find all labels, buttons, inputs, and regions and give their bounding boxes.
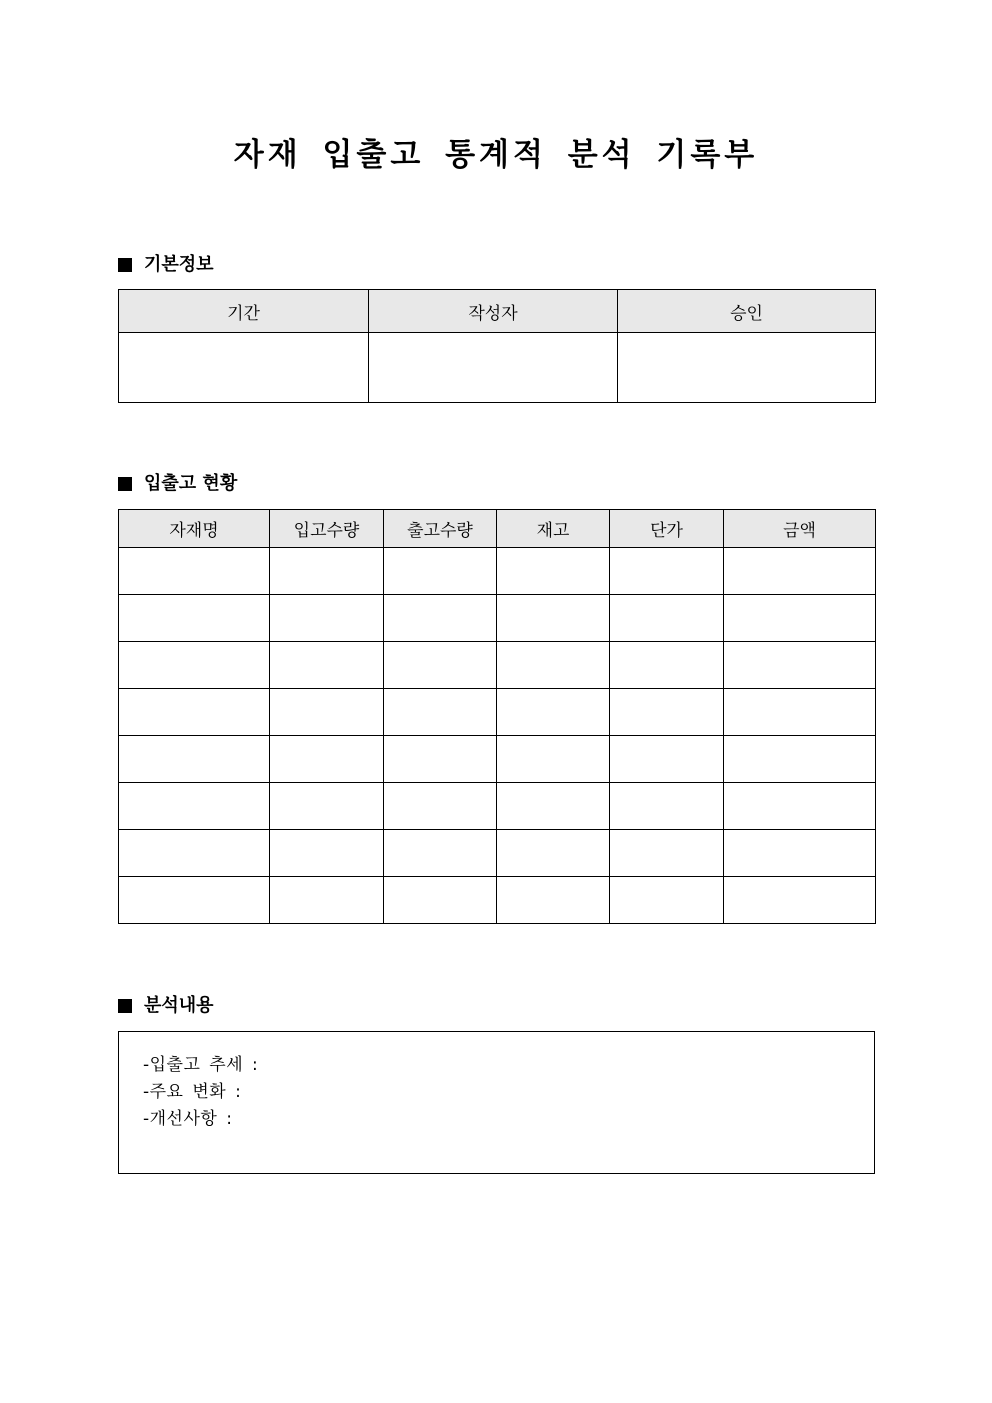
table-cell[interactable]	[724, 689, 876, 736]
io-status-table	[118, 509, 876, 924]
table-cell[interactable]	[270, 548, 384, 595]
table-cell[interactable]	[384, 548, 497, 595]
table-cell[interactable]	[119, 783, 270, 830]
table-cell[interactable]	[610, 830, 724, 877]
table-cell[interactable]	[384, 783, 497, 830]
table-cell[interactable]	[270, 642, 384, 689]
analysis-lines	[143, 1052, 258, 1133]
header-cell-author: 작성자	[369, 290, 618, 333]
table-header-row	[119, 510, 876, 548]
analysis-line-improvements: -개선사항 :	[143, 1109, 233, 1129]
table-header-row	[119, 290, 876, 333]
table-cell[interactable]	[384, 595, 497, 642]
table-cell[interactable]	[270, 877, 384, 924]
table-cell[interactable]	[119, 830, 270, 877]
table-cell[interactable]	[119, 877, 270, 924]
table-cell[interactable]	[497, 783, 610, 830]
table-row	[119, 689, 876, 736]
section-heading-basic-info	[118, 253, 214, 277]
table-cell[interactable]	[384, 736, 497, 783]
table-cell[interactable]	[119, 642, 270, 689]
table-cell[interactable]	[119, 548, 270, 595]
header-cell-outbound-qty: 출고수량	[384, 510, 497, 548]
table-cell[interactable]	[497, 689, 610, 736]
table-cell[interactable]	[724, 783, 876, 830]
table-cell[interactable]	[724, 877, 876, 924]
approval-field[interactable]	[618, 333, 876, 403]
square-bullet-icon	[118, 477, 132, 491]
table-cell[interactable]	[724, 595, 876, 642]
header-cell-unit-price: 단가	[610, 510, 724, 548]
table-cell[interactable]	[119, 689, 270, 736]
table-cell[interactable]	[610, 689, 724, 736]
table-row	[119, 783, 876, 830]
table-cell[interactable]	[610, 783, 724, 830]
basic-info-table	[118, 289, 876, 403]
table-cell[interactable]	[384, 830, 497, 877]
table-row	[119, 642, 876, 689]
header-cell-approval: 승인	[618, 290, 876, 333]
table-cell[interactable]	[724, 548, 876, 595]
table-cell[interactable]	[270, 689, 384, 736]
table-cell[interactable]	[497, 642, 610, 689]
section-heading-analysis	[118, 994, 214, 1018]
table-cell[interactable]	[724, 736, 876, 783]
table-row	[119, 333, 876, 403]
analysis-box[interactable]	[118, 1031, 875, 1174]
section-heading-io-status	[118, 472, 237, 496]
page-title: 자재 입출고 통계적 분석 기록부	[233, 137, 759, 173]
table-cell[interactable]	[724, 830, 876, 877]
table-row	[119, 595, 876, 642]
table-cell[interactable]	[610, 736, 724, 783]
square-bullet-icon	[118, 258, 132, 272]
table-row	[119, 877, 876, 924]
table-cell[interactable]	[724, 642, 876, 689]
square-bullet-icon	[118, 999, 132, 1013]
table-cell[interactable]	[497, 877, 610, 924]
table-cell[interactable]	[119, 595, 270, 642]
table-cell[interactable]	[384, 642, 497, 689]
table-cell[interactable]	[497, 595, 610, 642]
table-cell[interactable]	[610, 595, 724, 642]
analysis-line-key-changes: -주요 변화 :	[143, 1082, 242, 1102]
header-cell-inbound-qty: 입고수량	[270, 510, 384, 548]
table-cell[interactable]	[610, 642, 724, 689]
table-cell[interactable]	[497, 736, 610, 783]
section-heading-label: 입출고 현황	[144, 473, 238, 494]
table-row	[119, 830, 876, 877]
table-cell[interactable]	[270, 830, 384, 877]
table-row	[119, 736, 876, 783]
period-field[interactable]	[119, 333, 369, 403]
table-cell[interactable]	[384, 877, 497, 924]
table-cell[interactable]	[270, 736, 384, 783]
header-cell-amount: 금액	[724, 510, 876, 548]
table-cell[interactable]	[610, 877, 724, 924]
table-cell[interactable]	[610, 548, 724, 595]
header-cell-period: 기간	[119, 290, 369, 333]
header-cell-stock: 재고	[497, 510, 610, 548]
table-cell[interactable]	[384, 689, 497, 736]
analysis-line-trend: -입출고 추세 :	[143, 1055, 259, 1075]
header-cell-material-name: 자재명	[119, 510, 270, 548]
table-cell[interactable]	[270, 595, 384, 642]
table-row	[119, 548, 876, 595]
section-heading-label: 분석내용	[144, 995, 214, 1016]
table-cell[interactable]	[497, 830, 610, 877]
table-cell[interactable]	[270, 783, 384, 830]
table-cell[interactable]	[119, 736, 270, 783]
table-cell[interactable]	[497, 548, 610, 595]
author-field[interactable]	[369, 333, 618, 403]
section-heading-label: 기본정보	[144, 254, 214, 275]
